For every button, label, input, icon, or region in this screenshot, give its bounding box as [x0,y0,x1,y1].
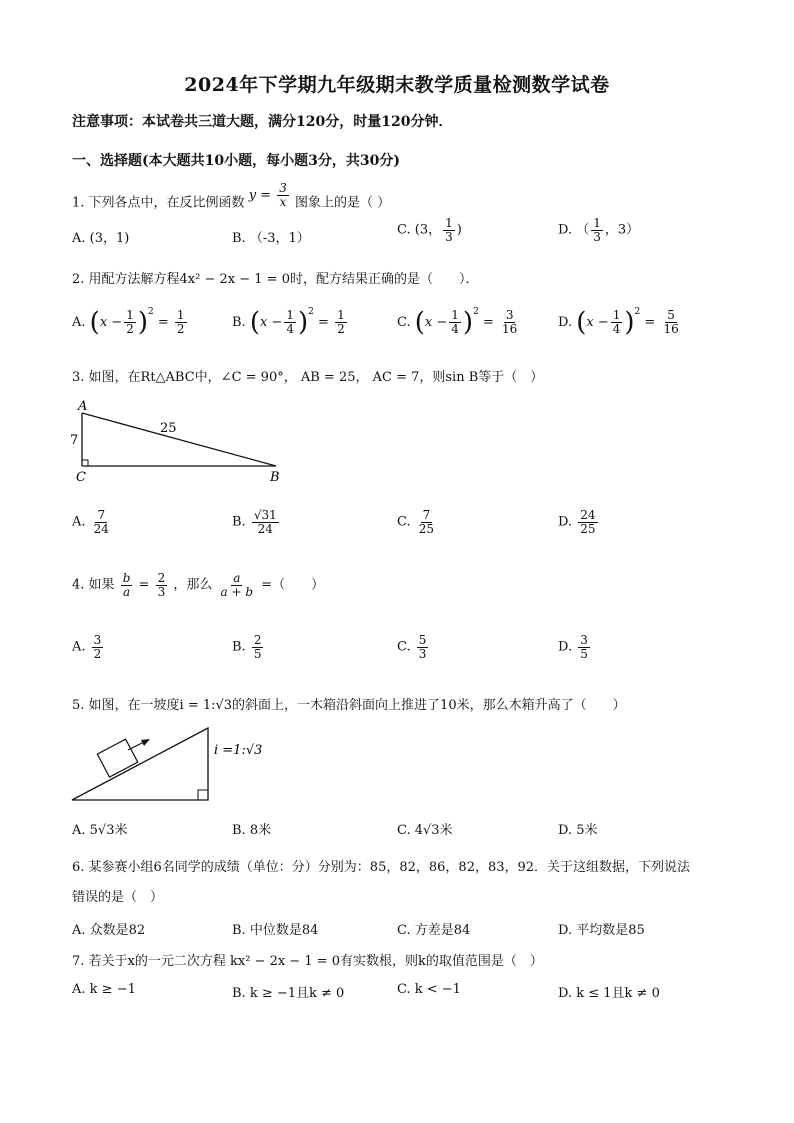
q5-arrow-head [141,739,150,746]
q5-right-angle-mark [198,790,208,800]
q6-option-c[interactable]: C. 方差是84 [397,923,471,938]
q3-vertex-b: B [270,470,280,485]
q1-func-fraction: $\frac{3}{x}$ [279,181,287,209]
q3-option-a[interactable]: A. $\frac{7}{24}$ [72,508,109,536]
q1-option-b[interactable]: B. （-3，1） [232,231,310,246]
q3-label-ac: 7 [70,433,79,448]
q2-option-c[interactable]: C. (x − $\frac{1}{4}$ )$^2$ = $\frac{3}{16}$ [397,307,518,338]
q4-option-d[interactable]: D. $\frac{3}{5}$ [558,633,588,661]
q6-option-d[interactable]: D. 平均数是85 [558,923,645,938]
q3-right-angle-mark [82,460,88,466]
q6-option-a[interactable]: A. 众数是82 [72,923,146,938]
q5-option-c[interactable]: C. 4√3米 [397,823,453,838]
q4-option-c[interactable]: C. $\frac{5}{3}$ [397,633,427,661]
question-7-stem: 7. 若关于x的一元二次方程 kx² − 2x − 1 = 0有实数根，则k的取值范围是（ ） [72,954,543,969]
q5-option-b[interactable]: B. 8米 [232,823,272,838]
q7-option-a[interactable]: A. k ≥ −1 [72,982,136,997]
q3-vertex-c: C [76,470,86,485]
q1-stem-part-b: 图象上的是（ ） [294,195,391,211]
q3-option-b[interactable]: B. $\frac{√31}{24}$ [232,508,277,536]
q2-option-a[interactable]: A. (x − $\frac{1}{2}$ )$^2$ = $\frac{1}{2}$ [72,307,185,338]
q3-label-ab: 25 [160,421,177,436]
exam-title: 2024年下学期九年级期末教学质量检测数学试卷 [184,74,610,96]
q3-triangle-figure [68,395,298,490]
q3-vertex-a: A [78,399,88,414]
question-3-stem: 3. 如图，在Rt△ABC中，∠C = 90°， AB = 25， AC = 7，则sin B等于（ ） [72,370,544,385]
q7-option-b[interactable]: B. k ≥ −1且k ≠ 0 [232,986,345,1001]
q5-option-d[interactable]: D. 5米 [558,823,598,838]
q5-slope-triangle [72,728,208,800]
q5-slope-label: i =1:√3 [214,743,263,758]
question-2-stem: 2. 用配方法解方程4x² − 2x − 1 = 0时，配方结果正确的是（ ）． [72,272,479,287]
exam-notice: 注意事项：本试卷共三道大题，满分120分，时量120分钟． [72,114,453,130]
q1-option-a[interactable]: A. (3，1) [72,231,130,246]
q3-side-ab [82,413,276,466]
q1-func-y: y = [248,187,272,203]
question-6-stem-line1: 6. 某参赛小组6名同学的成绩（单位：分）分别为：85，82，86，82，83，92．关于这组数据，下列说法 [72,860,691,875]
q2-option-d[interactable]: D. (x − $\frac{1}{4}$ )$^2$ = $\frac{5}{16}$ [558,307,679,338]
q2-option-b[interactable]: B. (x − $\frac{1}{4}$ )$^2$ = $\frac{1}{2}$ [232,307,345,338]
q5-slope-figure [66,722,276,808]
question-1-stem [72,181,391,216]
question-4-stem: 4. 如果 $\frac{b}{a}$ = $\frac{2}{3}$ ，那么 $\frac{a}{a + b}$ =（ ） [72,571,325,599]
q3-option-c[interactable]: C. $\frac{7}{25}$ [397,508,435,536]
q3-option-d[interactable]: D. $\frac{24}{25}$ [558,508,596,536]
q1-stem-part-a: 1. 下列各点中，在反比例函数 [72,195,245,211]
q5-wooden-box [97,739,137,777]
q1-option-d[interactable]: D. （ $\frac{1}{3}$ ，3） [558,216,640,244]
q4-option-a[interactable]: A. $\frac{3}{2}$ [72,633,102,661]
q6-option-b[interactable]: B. 中位数是84 [232,923,319,938]
q1-option-c[interactable]: C. (3， $\frac{1}{3}$ ) [397,216,462,244]
q7-option-d[interactable]: D. k ≤ 1且k ≠ 0 [558,986,660,1001]
q4-option-b[interactable]: B. $\frac{2}{5}$ [232,633,262,661]
q7-option-c[interactable]: C. k < −1 [397,982,461,997]
question-6-stem-line2: 错误的是（ ） [72,890,164,905]
q5-option-a[interactable]: A. 5√3米 [72,823,128,838]
question-5-stem: 5. 如图，在一坡度i = 1:√3的斜面上，一木箱沿斜面向上推进了10米，那么木箱升高了（ ） [72,698,626,713]
section-heading: 一、选择题(本大题共10小题，每小题3分，共30分) [72,153,400,169]
